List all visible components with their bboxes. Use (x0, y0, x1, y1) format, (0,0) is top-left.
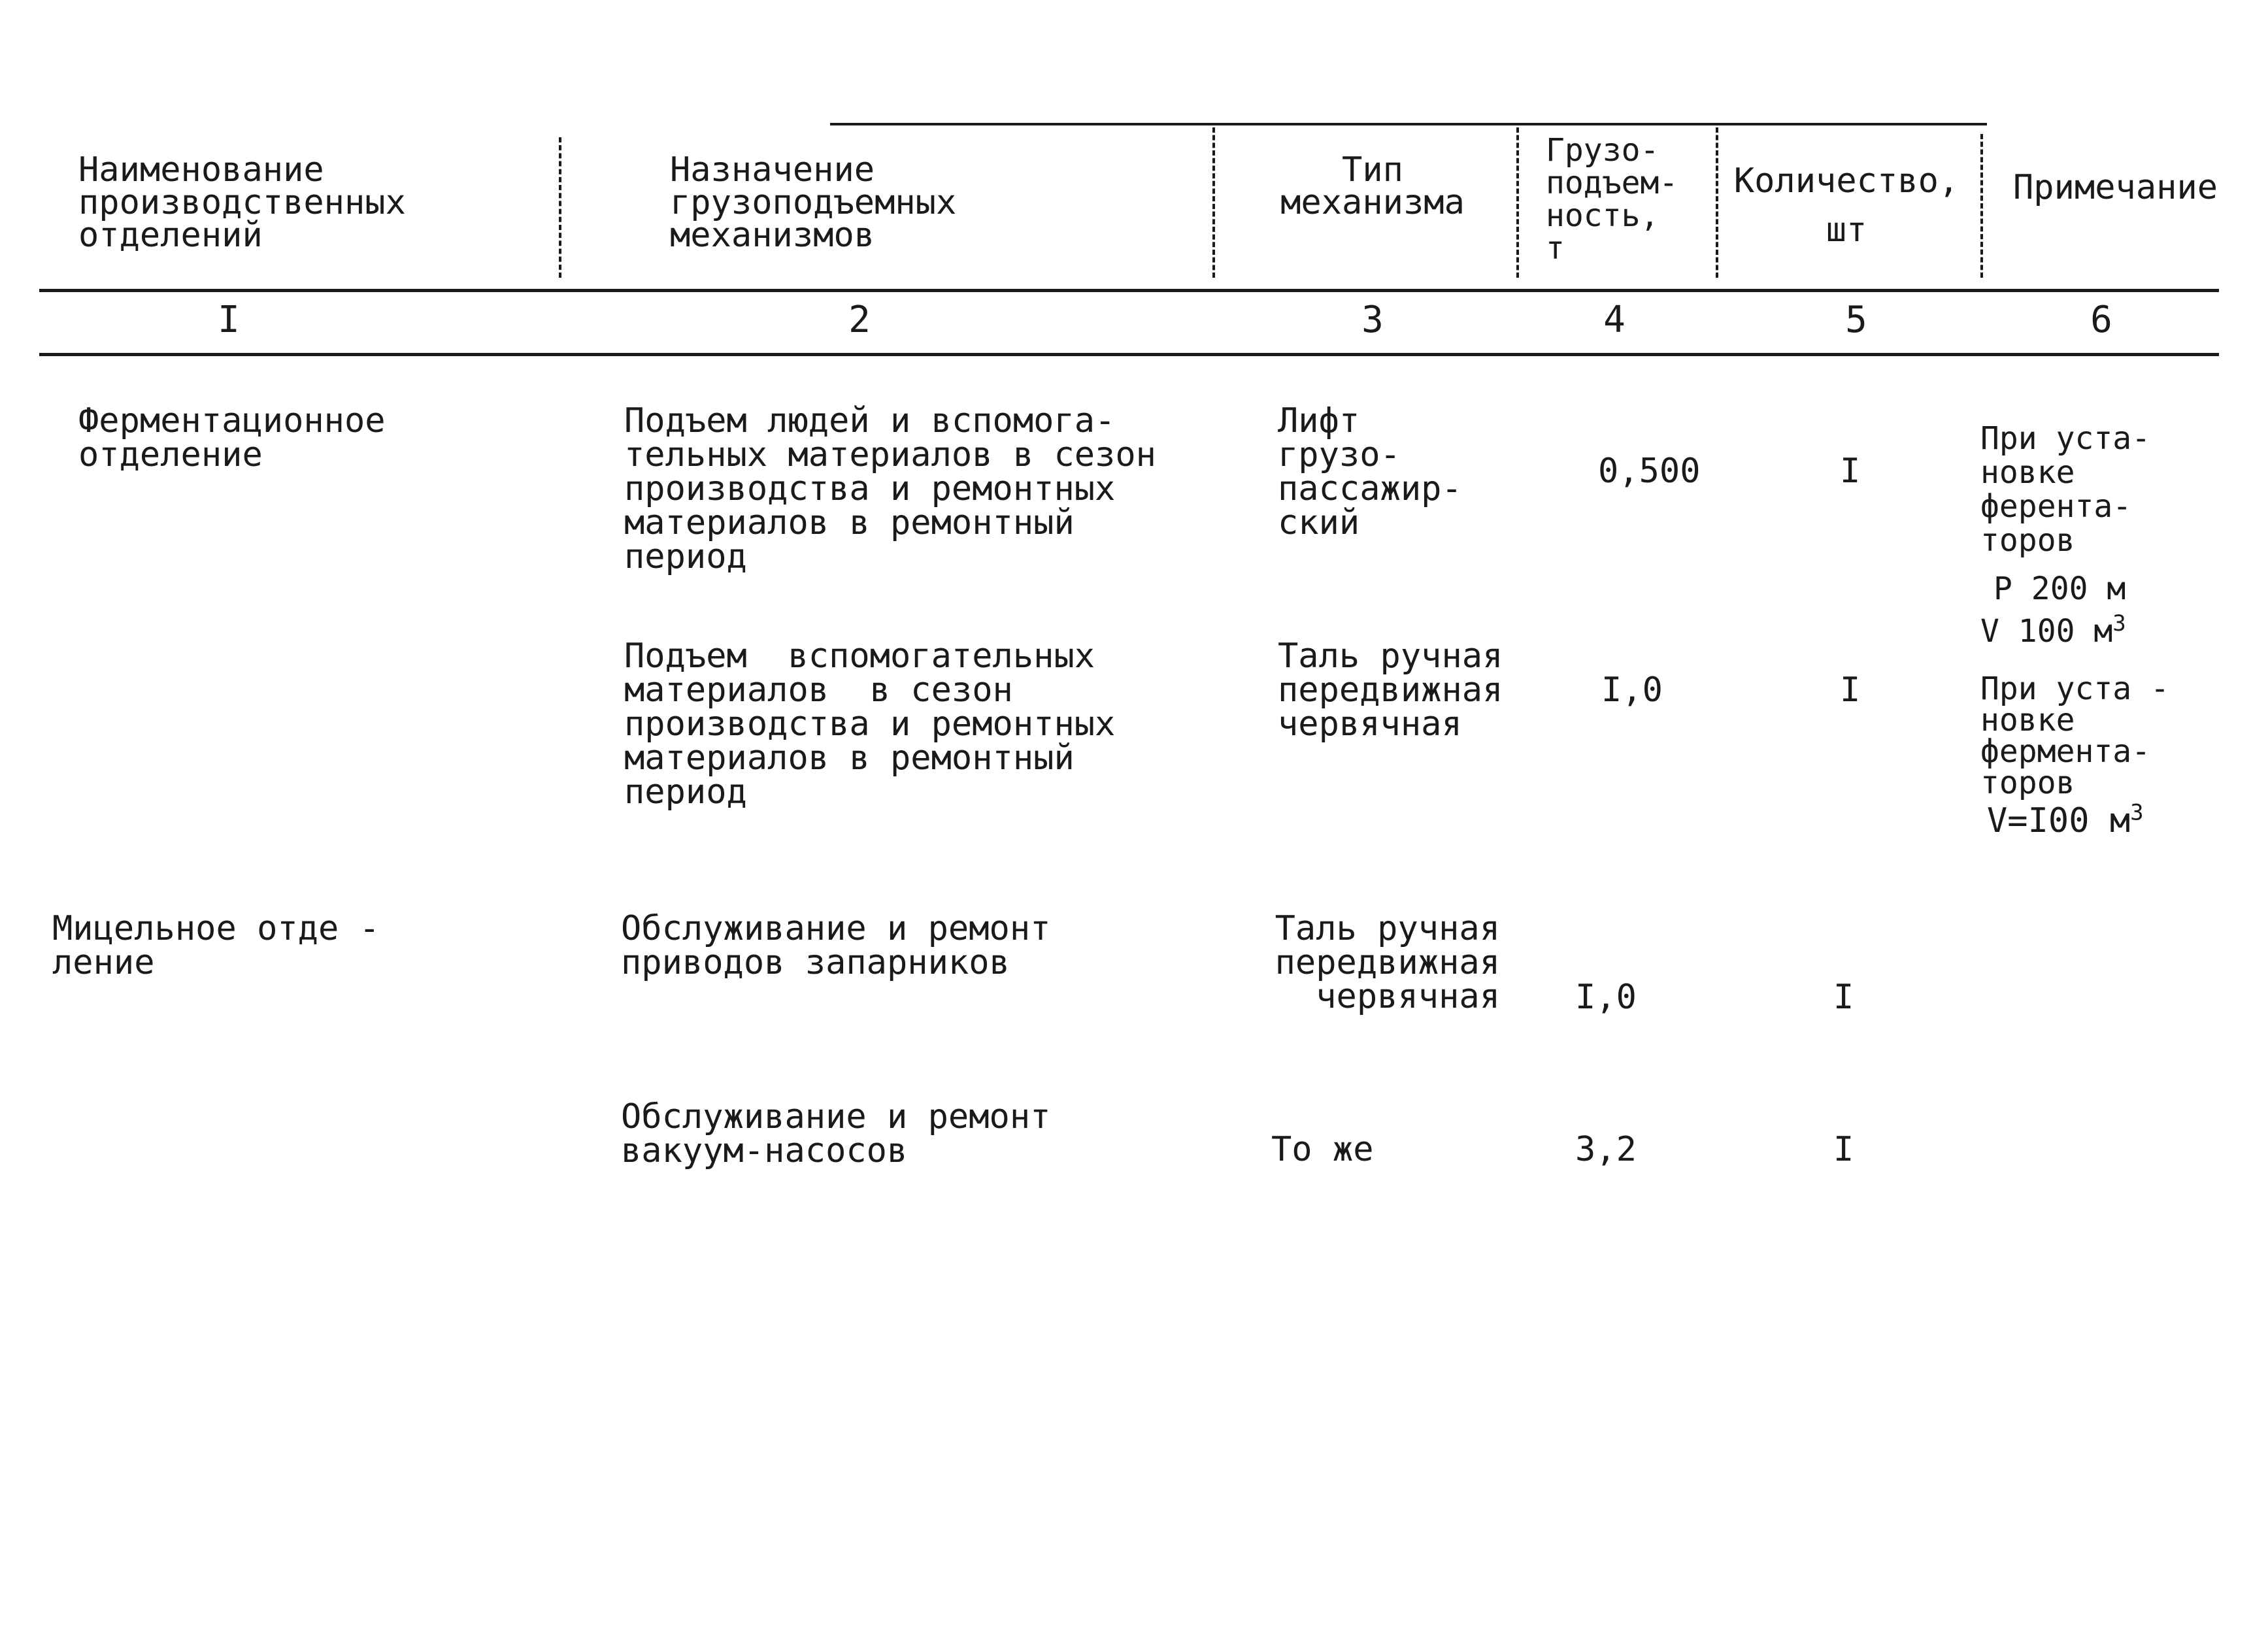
header-note: Примечание (2013, 168, 2218, 207)
row1-capacity: 0,500 (1598, 452, 1701, 491)
number-row-bottom-rule (39, 353, 2219, 356)
col-separator-4 (1716, 127, 1718, 278)
row2-note-extra-1-text: V=I00 м (1987, 801, 2131, 840)
row4-quantity: I (1833, 1130, 1854, 1169)
col-separator-3 (1516, 127, 1519, 278)
row2-note: При уста - новке ферментa- торов (1980, 670, 2169, 801)
row2-mechanism: Таль ручная передвижная червячная (1278, 637, 1503, 744)
row1-note-extra-2-sup: 3 (2112, 610, 2126, 637)
row2-note-extra-1 (1987, 799, 2144, 840)
row1-purpose: Подъем людей и вспомога- тельных материалов в сезон производства и ремонтных материалов в ремонтный период (624, 401, 1156, 576)
row1-quantity: I (1840, 452, 1861, 491)
row1-note: При уста- новке ферента- торов (1980, 420, 2151, 559)
row3-capacity: I,0 (1575, 978, 1637, 1017)
row1-mechanism: Лифт грузо- пассажир- ский (1278, 401, 1462, 542)
row4-purpose: Обслуживание и ремонт вакуум-насосов (621, 1097, 1051, 1170)
column-number-3: 3 (1361, 299, 1384, 341)
header-top-rule (830, 123, 1987, 125)
row2-quantity: I (1840, 670, 1861, 710)
header-bottom-rule (39, 289, 2219, 292)
col-separator-1 (559, 137, 561, 278)
row1-department: Ферментационное отделение (78, 401, 386, 474)
row3-purpose: Обслуживание и ремонт приводов запарников (621, 909, 1051, 982)
header-quantity: Количество, шт (1733, 161, 1959, 250)
column-number-6: 6 (2090, 299, 2112, 341)
row1-note-extra-2-text: V 100 м (1980, 613, 2113, 650)
row3-mechanism: Таль ручная передвижная червячная (1275, 909, 1500, 1016)
row2-purpose: Подъем вспомогательных материалов в сезон производства и ремонтных материалов в ремонтный период (624, 637, 1116, 812)
column-number-4: 4 (1603, 299, 1626, 341)
column-number-2: 2 (848, 299, 871, 341)
row4-mechanism: То же (1271, 1130, 1374, 1169)
column-number-5: 5 (1845, 299, 1867, 341)
header-capacity: Грузо- подъем- ность, т (1546, 132, 1678, 267)
col-separator-5 (1980, 134, 1983, 278)
row2-note-extra-1-sup: 3 (2130, 799, 2144, 826)
row1-note-extra-1: Р 200 м (1993, 571, 2126, 607)
header-mechanism-type: Тип механизма (1280, 150, 1465, 222)
header-department: Наименование производственных отделений (78, 150, 406, 255)
col-separator-2 (1212, 127, 1215, 278)
header-purpose: Назначение грузоподъемных механизмов (670, 150, 957, 255)
row2-capacity: I,0 (1601, 670, 1663, 710)
row1-note-extra-2 (1980, 610, 2126, 650)
row3-quantity: I (1833, 978, 1854, 1017)
row3-department: Мицельное отде - ление (52, 909, 380, 982)
row4-capacity: 3,2 (1575, 1130, 1637, 1169)
column-number-1: I (218, 299, 240, 341)
